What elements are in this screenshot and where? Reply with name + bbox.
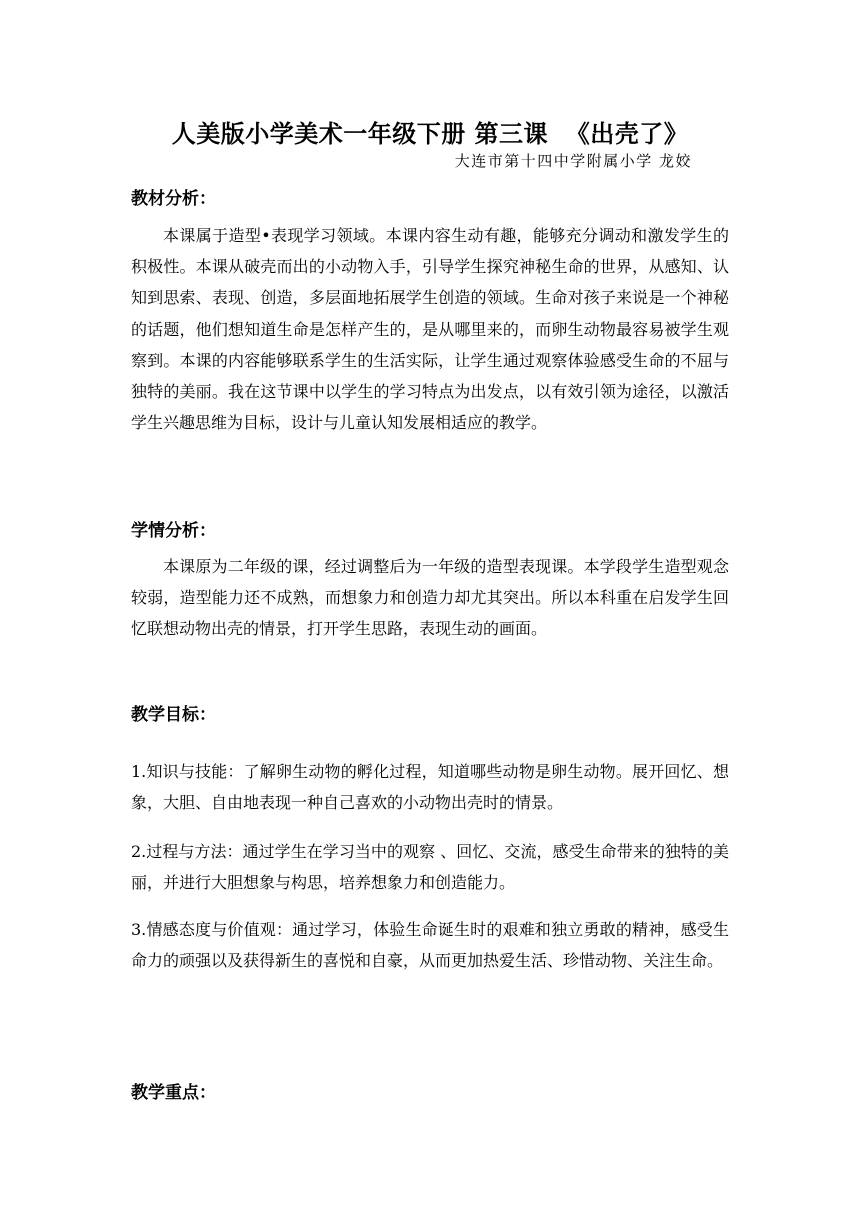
goal-item-1: 1.知识与技能：了解卵生动物的孵化过程，知道哪些动物是卵生动物。展开回忆、想象，大胆、自由地表现一种自己喜欢的小动物出壳时的情景。 xyxy=(131,762,729,813)
goal-item-3: 3.情感态度与价值观：通过学习，体验生命诞生时的艰难和独立勇敢的精神，感受生命力的顽强以及获得新生的喜悦和自豪，从而更加热爱生活、珍惜动物、关注生命。 xyxy=(131,920,729,971)
paragraph-student-analysis: 本课原为二年级的课，经过调整后为一年级的造型表现课。本学段学生造型观念较弱，造型能力还不成熟，而想象力和创造力却尤其突出。所以本科重在启发学生回忆联想动物出壳的情景，打开学生思路，表现生动的画面。 xyxy=(131,557,729,639)
section-heading-teaching-focus: 教学重点： xyxy=(131,1083,216,1103)
goal-item-2: 2.过程与方法：通过学生在学习当中的观察 、回忆、交流，感受生命带来的独特的美丽，并进行大胆想象与构思，培养想象力和创造能力。 xyxy=(131,842,729,893)
document-title: 人美版小学美术一年级下册 第三课 《出壳了》 xyxy=(171,120,689,148)
section-heading-student-analysis: 学情分析： xyxy=(131,521,216,541)
author-byline: 大连市第十四中学附属小学 龙姣 xyxy=(454,152,692,170)
paragraph-textbook-analysis: 本课属于造型•表现学习领域。本课内容生动有趣，能够充分调动和激发学生的积极性。本课从破壳而出的小动物入手，引导学生探究神秘生命的世界，从感知、认知到思索、表现、创造，多层面地拓展学生创造的领域。生命对孩子来说是一个神秘的话题，他们想知道生命是怎样产生的，是从哪里来的，而卵生动物最容易被学生观察到。本课的内容能够联系学生的生活实际，让学生通过观察体验感受生命的不屈与独特的美丽。我在这节课中以学生的学习特点为出发点，以有效引领为途径，以激活学生兴趣思维为目标，设计与儿童认知发展相适应的教学。 xyxy=(131,226,729,433)
section-heading-teaching-goals: 教学目标： xyxy=(131,705,216,725)
section-heading-textbook-analysis: 教材分析： xyxy=(131,189,216,209)
